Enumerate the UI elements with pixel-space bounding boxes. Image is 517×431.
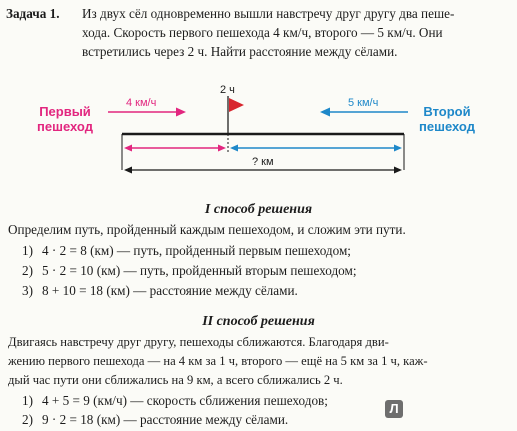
step-text: 9 · 2 = 18 (км) — расстояние между сёлами.	[42, 412, 289, 427]
second-pedestrian-line-2: пешеход	[419, 119, 475, 134]
task-line-1: Из двух сёл одновременно вышли навстречу друг другу два пеше-	[82, 6, 455, 21]
method-1-step-2	[22, 263, 357, 279]
step-number: 1)	[22, 393, 33, 408]
method-1-title: I способ решения	[204, 202, 313, 217]
method-2-line-3: дый час пути они сближались на 9 км, а всего сближались 2 ч.	[8, 373, 343, 387]
method-1-intro: Определим путь, пройденный каждым пешеходом, и сложим эти пути.	[8, 222, 406, 237]
method-1-step-1	[22, 243, 351, 259]
task-line-3: встретились через 2 ч. Найти расстояние между сёлами.	[82, 44, 398, 59]
step-number: 2)	[22, 412, 33, 427]
second-path-arrow-right	[394, 145, 402, 152]
method-2-step-2	[22, 412, 288, 428]
second-pedestrian-line-1: Второй	[423, 104, 471, 119]
first-path-arrow-right	[218, 145, 226, 152]
right-speed-arrowhead	[320, 108, 330, 117]
task-label: Задача 1.	[6, 6, 60, 21]
method-2-title: II способ решения	[202, 314, 315, 329]
step-text: 5 · 2 = 10 (км) — путь, пройденный вторым пешеходом;	[42, 263, 357, 278]
first-pedestrian-line-1: Первый	[39, 104, 91, 119]
left-speed-label: 4 км/ч	[126, 97, 157, 109]
motion-diagram	[0, 84, 517, 196]
step-text: 8 + 10 = 18 (км) — расстояние между сёлами.	[42, 283, 298, 298]
step-number: 2)	[22, 263, 33, 278]
step-text: 4 + 5 = 9 (км/ч) — скорость сближения пешеходов;	[42, 393, 328, 408]
time-label: 2 ч	[220, 84, 235, 96]
method-2-line-2: жению первого пешехода — на 4 км за 1 ч, второго — ещё на 5 км за 1 ч, каж-	[8, 354, 428, 368]
total-arrow-right	[394, 167, 402, 174]
total-arrow-left	[124, 167, 132, 174]
diagram-svg	[0, 84, 517, 196]
first-path-arrow-left	[124, 145, 132, 152]
first-pedestrian-line-2: пешеход	[37, 119, 93, 134]
second-path-arrow-left	[230, 145, 238, 152]
step-number: 3)	[22, 283, 33, 298]
meeting-flag-icon	[229, 98, 244, 112]
method-2-step-1	[22, 393, 328, 409]
step-text: 4 · 2 = 8 (км) — путь, пройденный первым пешеходом;	[42, 243, 351, 258]
task-line-2: хода. Скорость первого пешехода 4 км/ч, второго — 5 км/ч. Они	[82, 25, 443, 40]
method-2-line-1: Двигаясь навстречу друг другу, пешеходы сближаются. Благодаря дви-	[8, 335, 389, 349]
watermark-logo-icon: Л	[385, 400, 403, 418]
distance-label: ? км	[252, 156, 274, 168]
left-speed-arrowhead	[176, 108, 186, 117]
method-1-step-3	[22, 283, 298, 299]
right-speed-label: 5 км/ч	[348, 97, 379, 109]
step-number: 1)	[22, 243, 33, 258]
